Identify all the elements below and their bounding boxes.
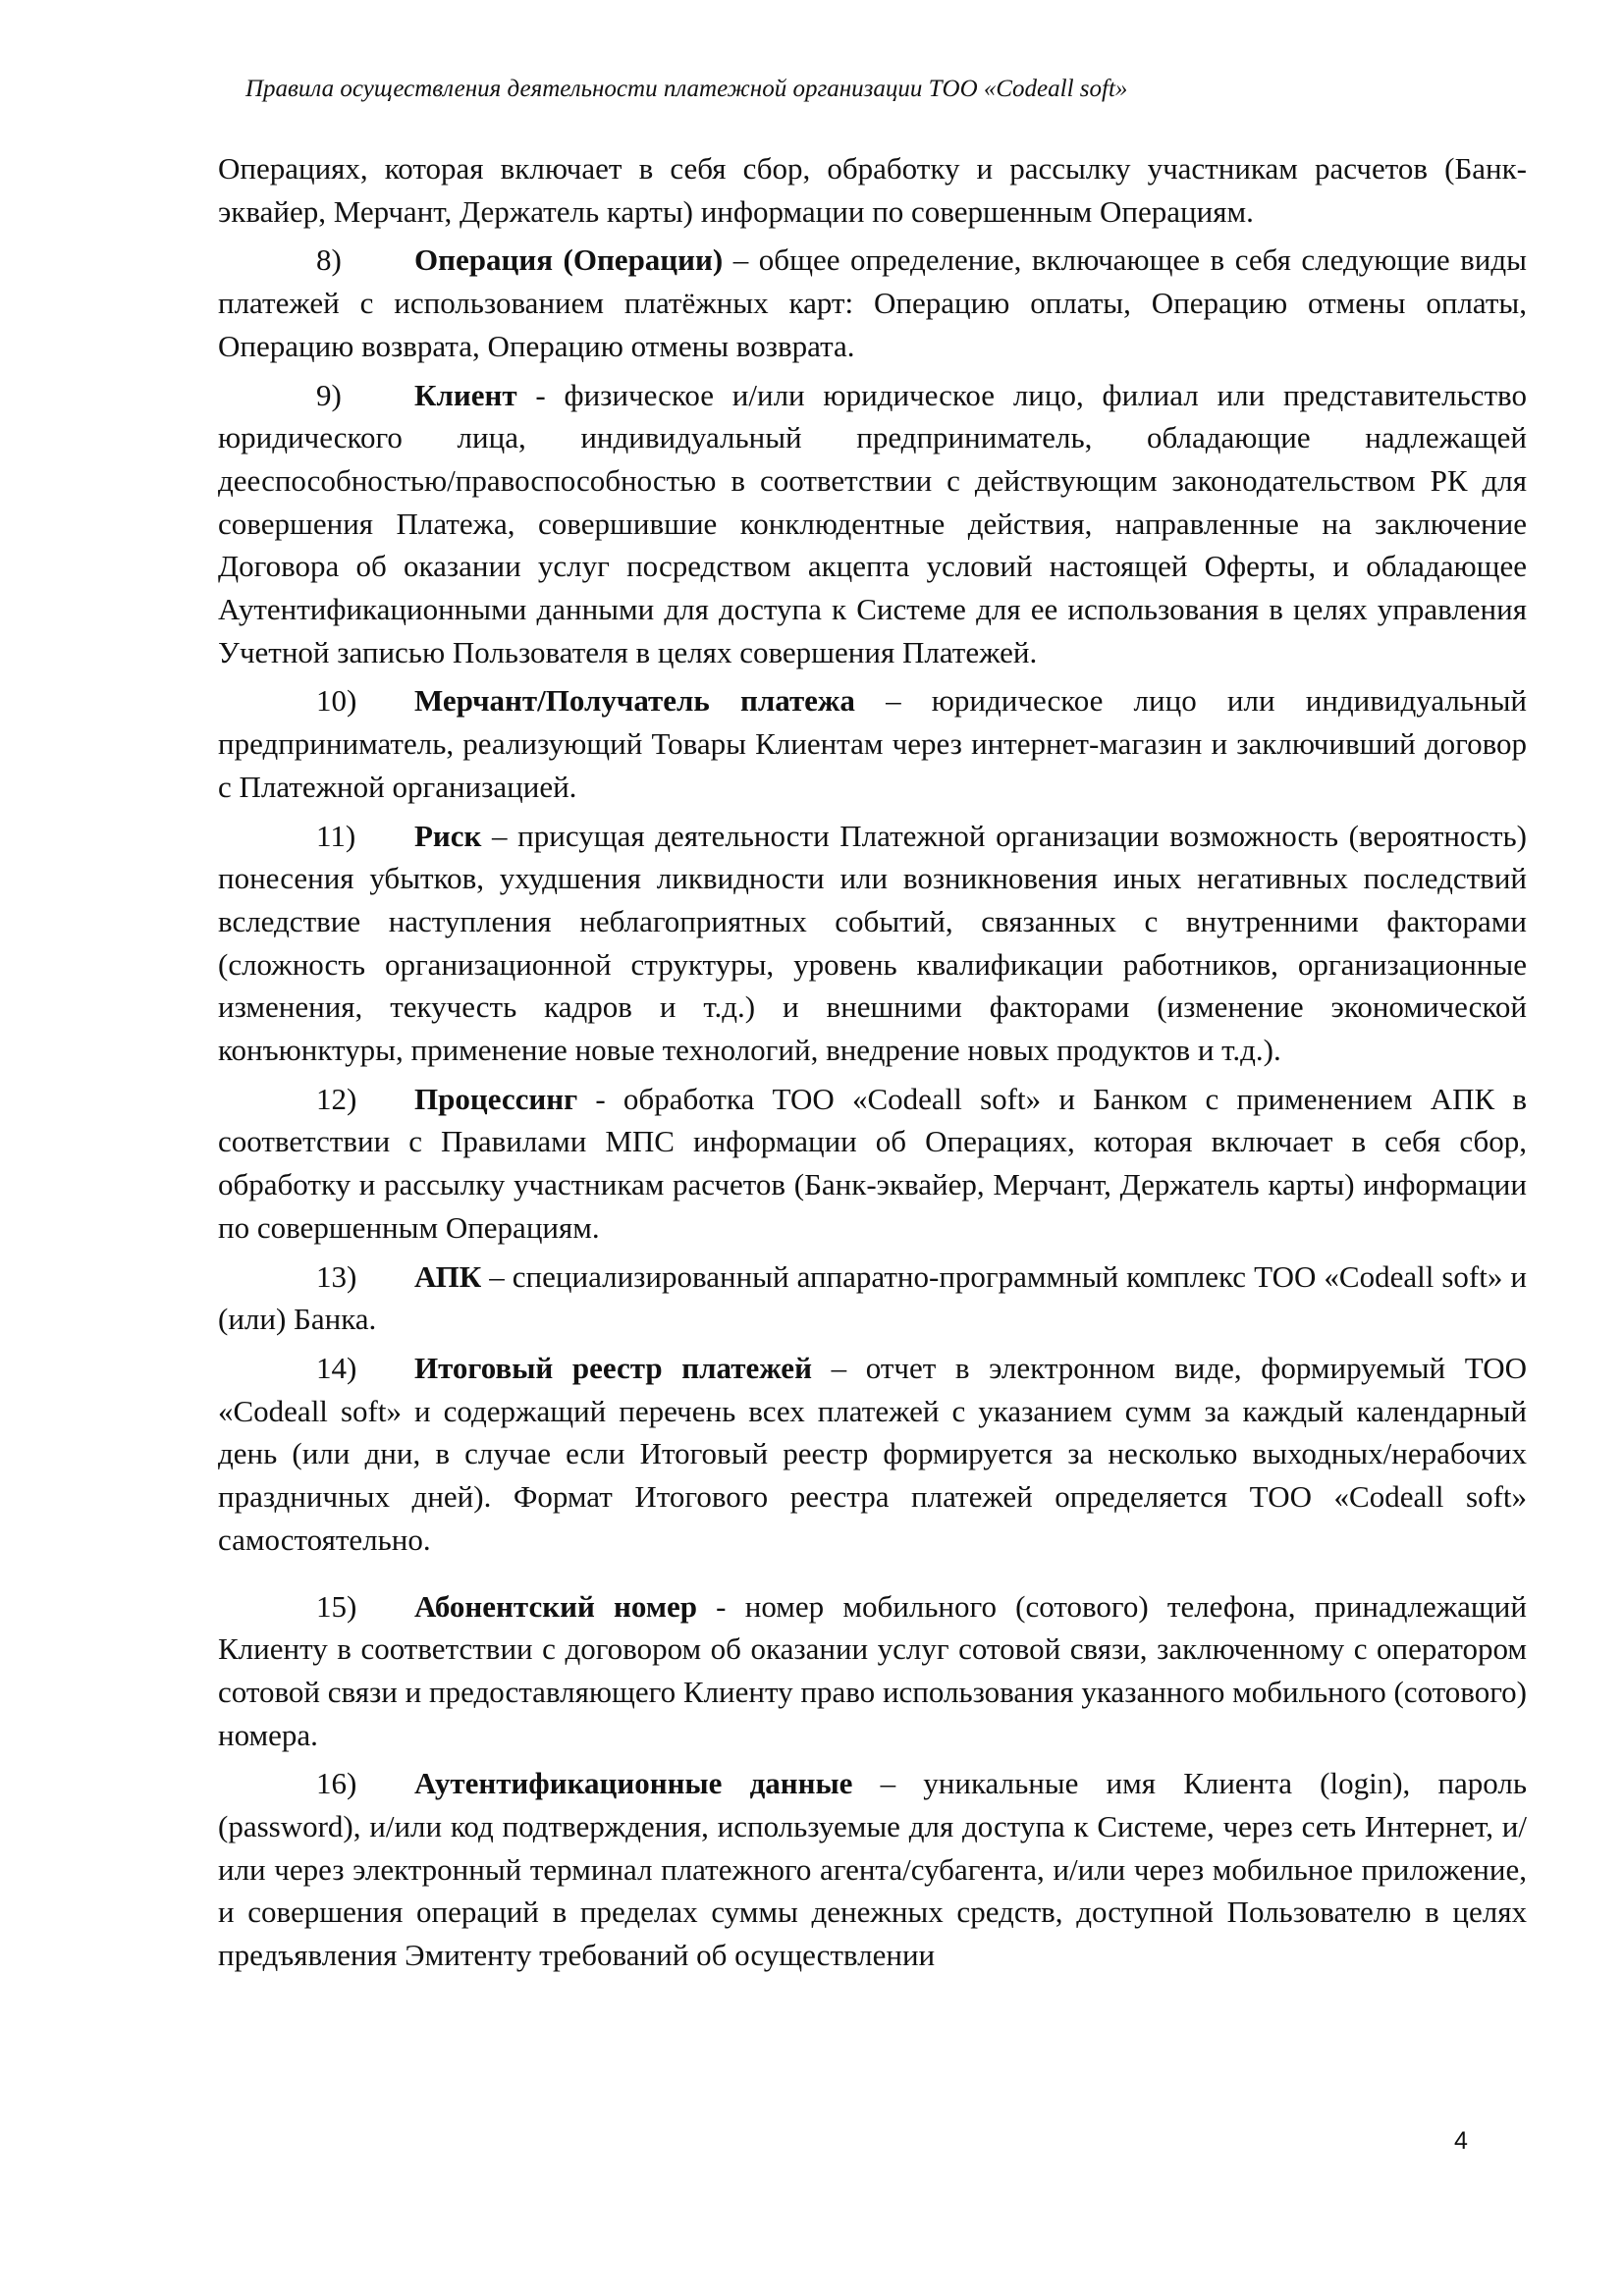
item-text: – юридическое лицо или индивидуальный предприниматель, реализующий Товары Клиентам через интернет-магазин и заключивший договор с Платежной организацией. — [218, 683, 1527, 804]
definition-item-11 — [218, 815, 1527, 1072]
item-term: Абонентский номер — [414, 1588, 697, 1624]
item-term: Мерчант/Получатель платежа — [414, 683, 855, 719]
item-text: - физическое и/или юридическое лицо, филиал или представительство юридического лица, индивидуальный предприниматель, обладающие надлежащей дееспособностью/правоспособностью в соответствии с действующим законодательством РК для совершения Платежа, совершившие конклюдентные действия, направленные на заключение Договора об оказании услуг посредством акцепта условий настоящей Оферты, и обладающее Аутентификационными данными для доступа к Системе для ее использования в целях управления Учетной записью Пользователя в целях совершения Платежей. — [218, 377, 1527, 669]
item-term: Процессинг — [414, 1081, 578, 1116]
item-text: – уникальные имя Клиента (login), пароль (password), и/или код подтверждения, используемые для доступа к Системе, через сеть Интернет, и/или через электронный терминал платежного агента/субагента, и/или через мобильное приложение, и совершения операций в пределах суммы денежных средств, доступной Пользователю в целях предъявления Эмитенту требований об осуществлении — [218, 1766, 1527, 1973]
document-body — [218, 147, 1527, 1983]
definition-item-9 — [218, 374, 1527, 674]
item-term: Клиент — [414, 377, 517, 412]
item-text: – отчет в электронном виде, формируемый ТОО «Codeall soft» и содержащий перечень всех платежей с указанием сумм за каждый календарный день (или дни, в случае если Итоговый реестр формируется за несколько выходных/нерабочих праздничных дней). Формат Итогового реестра платежей определяется ТОО «Codeall soft» самостоятельно. — [218, 1350, 1527, 1557]
item-text: – общее определение, включающее в себя следующие виды платежей с использованием платёжных карт: Операцию оплаты, Операцию отмены оплаты, Операцию возврата, Операцию отмены возврата. — [218, 242, 1527, 363]
item-number: 15) — [316, 1588, 357, 1624]
item-term: Операция (Операции) — [414, 242, 724, 278]
definition-item-13 — [218, 1255, 1527, 1341]
item-number: 10) — [316, 683, 357, 719]
definition-item-14 — [218, 1347, 1527, 1562]
item-number: 13) — [316, 1258, 357, 1294]
item-text: - обработка ТОО «Codeall soft» и Банком с применением АПК в соответствии с Правилами МПС информации об Операциях, которая включает в себя сбор, обработку и рассылку участникам расчетов (Банк-эквайер, Мерчант, Держатель карты) информации по совершенным Операциям. — [218, 1081, 1527, 1245]
item-term: АПК — [414, 1258, 482, 1294]
item-number: 11) — [316, 818, 356, 853]
definition-item-10 — [218, 679, 1527, 808]
item-text: - номер мобильного (сотового) телефона, принадлежащий Клиенту в соответствии с договором об оказании услуг сотовой связи, заключенному с оператором сотовой связи и предоставляющего Клиенту право использования указанного мобильного (сотового) номера. — [218, 1588, 1527, 1752]
item-term: Аутентификационные данные — [414, 1766, 853, 1801]
item-text: – специализированный аппаратно-программный комплекс ТОО «Codeall soft» и (или) Банка. — [218, 1258, 1527, 1337]
item-number: 9) — [316, 377, 342, 412]
item-number: 12) — [316, 1081, 357, 1116]
item-number: 14) — [316, 1350, 357, 1385]
continuation-paragraph: Операциях, которая включает в себя сбор, обработку и рассылку участникам расчетов (Банк-эквайер, Мерчант, Держатель карты) информации по совершенным Операциям. — [218, 151, 1527, 229]
item-number: 8) — [316, 242, 342, 278]
definition-item-8 — [218, 239, 1527, 367]
definition-item-16 — [218, 1762, 1527, 1977]
page-header: Правила осуществления деятельности платежной организации ТОО «Codeall soft» — [245, 76, 1128, 102]
item-term: Риск — [414, 818, 482, 853]
page-number: 4 — [1454, 2127, 1468, 2155]
definition-item-12 — [218, 1078, 1527, 1250]
item-number: 16) — [316, 1766, 357, 1801]
item-term: Итоговый реестр платежей — [414, 1350, 812, 1385]
definition-item-15 — [218, 1585, 1527, 1757]
item-text: – присущая деятельности Платежной организации возможность (вероятность) понесения убытков, ухудшения ликвидности или возникновения иных негативных последствий вследствие наступления неблагоприятных событий, связанных с внутренними факторами (сложность организационной структуры, уровень квалификации работников, организационные изменения, текучесть кадров и т.д.) и внешними факторами (изменение экономической конъюнктуры, применение новые технологий, внедрение новых продуктов и т.д.). — [218, 818, 1527, 1068]
